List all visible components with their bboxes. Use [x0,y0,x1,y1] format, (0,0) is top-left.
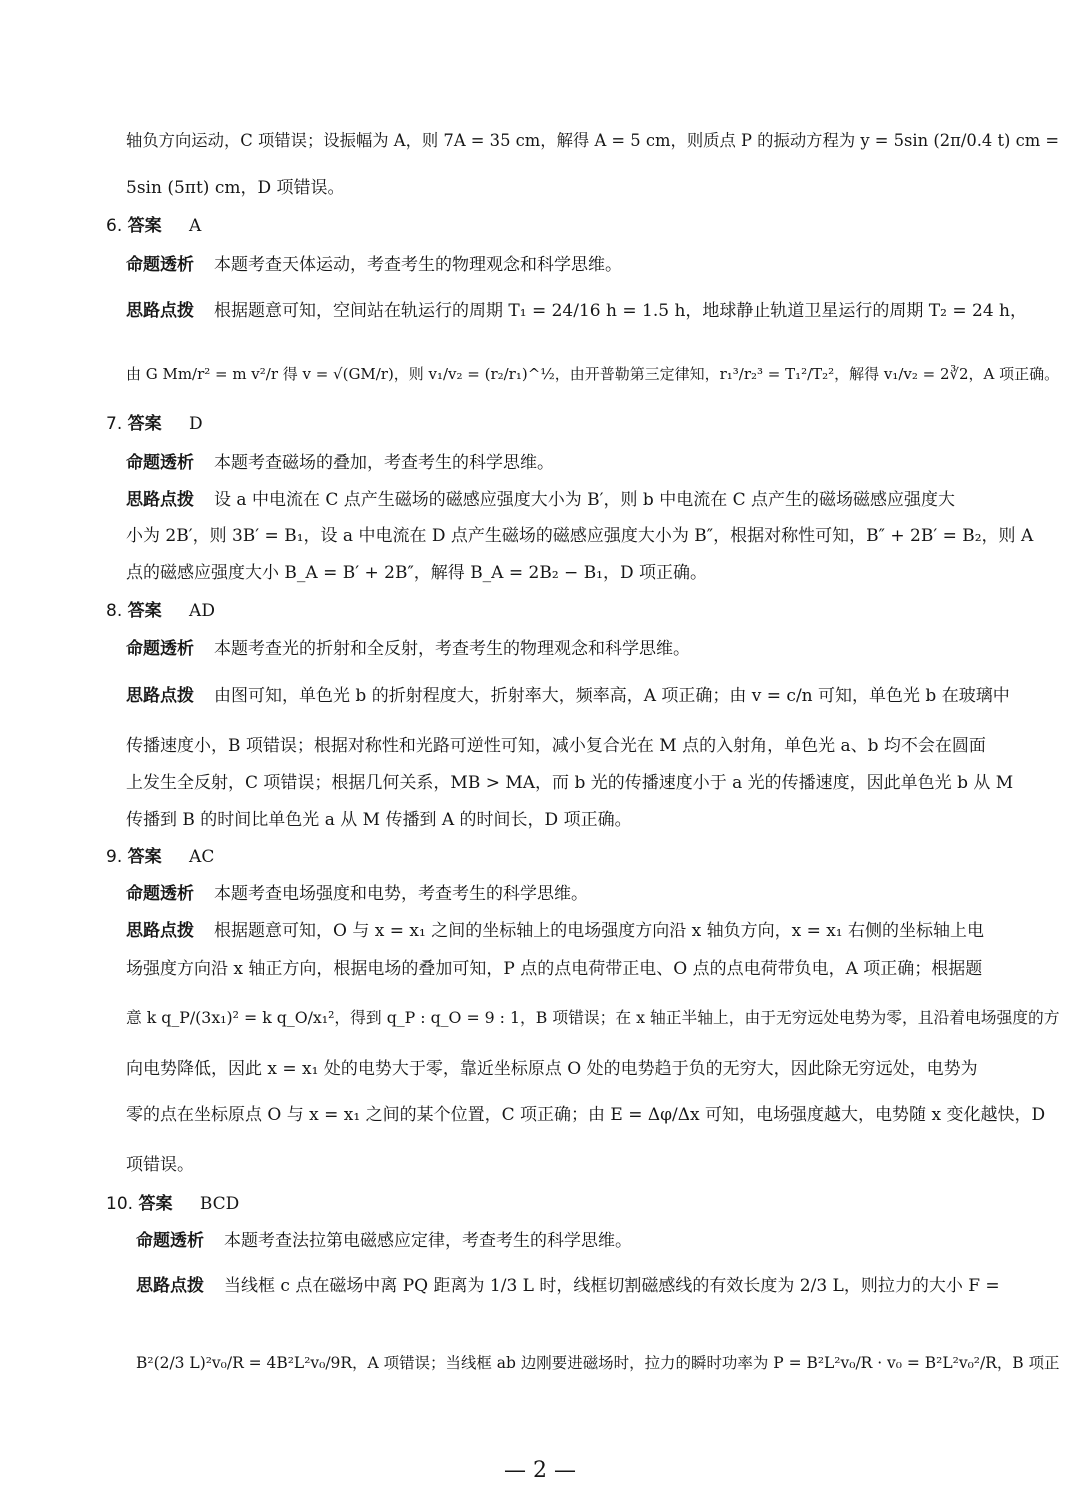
answer-8-header: 8. 答案 AD [106,601,215,621]
answer-value: D [189,414,203,434]
answer-value: AC [189,847,215,867]
text-line: 项错误。 [126,1155,194,1175]
text-line: 意 k q_P/(3x₁)² = k q_O/x₁²，得到 q_P : q_O = 9 : 1，B 项错误；在 x 轴正半轴上，由于无穷远处电势为零，且沿着电场强度的方 [126,1008,1060,1027]
text-line: 轴负方向运动，C 项错误；设振幅为 A，则 7A = 35 cm，解得 A = 5 cm，则质点 P 的振动方程为 y = 5sin (2π/0.4 t) cm = [126,131,1060,150]
text-line: 小为 2B′，则 3B′ = B₁，设 a 中电流在 D 点产生磁场的磁感应强度大小为 B″，根据对称性可知，B″ + 2B′ = B₂，则 A [126,526,1034,546]
answer-value: BCD [199,1194,240,1214]
text-line: 场强度方向沿 x 轴正方向，根据电场的叠加可知，P 点的点电荷带正电、O 点的点电荷带负电，A 项正确；根据题 [126,959,983,979]
text-line: 点的磁感应强度大小 B_A = B′ + 2B″，解得 B_A = 2B₂ − B₁，D 项正确。 [126,563,708,583]
answer-7-header: 7. 答案 D [106,414,203,434]
text-line: 由 G Mm/r² = m v²/r 得 v = √(GM/r)，则 v₁/v₂ = (r₂/r₁)^½，由开普勒第三定律知，r₁³/r₂³ = T₁²/T₂²，解得 v₁/v₂ = 2∛2，A 项正确。 [126,365,1060,383]
text-line: 上发生全反射，C 项错误；根据几何关系，MB > MA，而 b 光的传播速度小于 a 光的传播速度，因此单色光 b 从 M [126,773,1014,793]
intro-6: 命题透析 本题考查天体运动，考查考生的物理观念和科学思维。 [126,255,622,275]
intro-9: 命题透析 本题考查电场强度和电势，考查考生的科学思维。 [126,884,588,904]
answer-value: AD [189,601,215,621]
text-line: 5sin (5πt) cm，D 项错误。 [126,178,345,198]
text-line: 向电势降低，因此 x = x₁ 处的电势大于零，靠近坐标原点 O 处的电势趋于负的无穷大，因此除无穷远处，电势为 [126,1059,978,1079]
answer-value: A [189,216,202,236]
answer-9-header: 9. 答案 AC [106,847,215,867]
page-number: — 2 — [504,1458,576,1483]
intro-7: 命题透析 本题考查磁场的叠加，考查考生的科学思维。 [126,453,554,473]
tip-7: 思路点拨 设 a 中电流在 C 点产生磁场的磁感应强度大小为 B′，则 b 中电流在 C 点产生的磁场磁感应强度大 [126,490,956,510]
text-line: B²(2/3 L)²v₀/R = 4B²L²v₀/9R，A 项错误；当线框 ab 边刚要进磁场时，拉力的瞬时功率为 P = B²L²v₀/R · v₀ = B²L²v₀²/R，B 项正 [136,1354,1060,1372]
text-line: 传播到 B 的时间比单色光 a 从 M 传播到 A 的时间长，D 项正确。 [126,810,632,830]
intro-8: 命题透析 本题考查光的折射和全反射，考查考生的物理观念和科学思维。 [126,639,690,659]
text-line: 传播速度小，B 项错误；根据对称性和光路可逆性可知，减小复合光在 M 点的入射角，单色光 a、b 均不会在圆面 [126,736,986,756]
answer-6-header: 6. 答案 A [106,216,202,236]
tip-6: 思路点拨 根据题意可知，空间站在轨运行的周期 T₁ = 24/16 h = 1.5 h，地球静止轨道卫星运行的周期 T₂ = 24 h， [126,301,1027,321]
tip-9: 思路点拨 根据题意可知，O 与 x = x₁ 之间的坐标轴上的电场强度方向沿 x 轴负方向，x = x₁ 右侧的坐标轴上电 [126,921,985,941]
intro-10: 命题透析 本题考查法拉第电磁感应定律，考查考生的科学思维。 [136,1231,632,1251]
text-line: 零的点在坐标原点 O 与 x = x₁ 之间的某个位置，C 项正确；由 E = Δφ/Δx 可知，电场强度越大，电势随 x 变化越快，D [126,1105,1046,1125]
tip-8: 思路点拨 由图可知，单色光 b 的折射程度大，折射率大，频率高，A 项正确；由 v = c/n 可知，单色光 b 在玻璃中 [126,686,1010,706]
tip-10: 思路点拨 当线框 c 点在磁场中离 PQ 距离为 1/3 L 时，线框切割磁感线的有效长度为 2/3 L，则拉力的大小 F = [136,1276,1000,1296]
answer-10-header: 10. 答案 BCD [106,1194,240,1214]
